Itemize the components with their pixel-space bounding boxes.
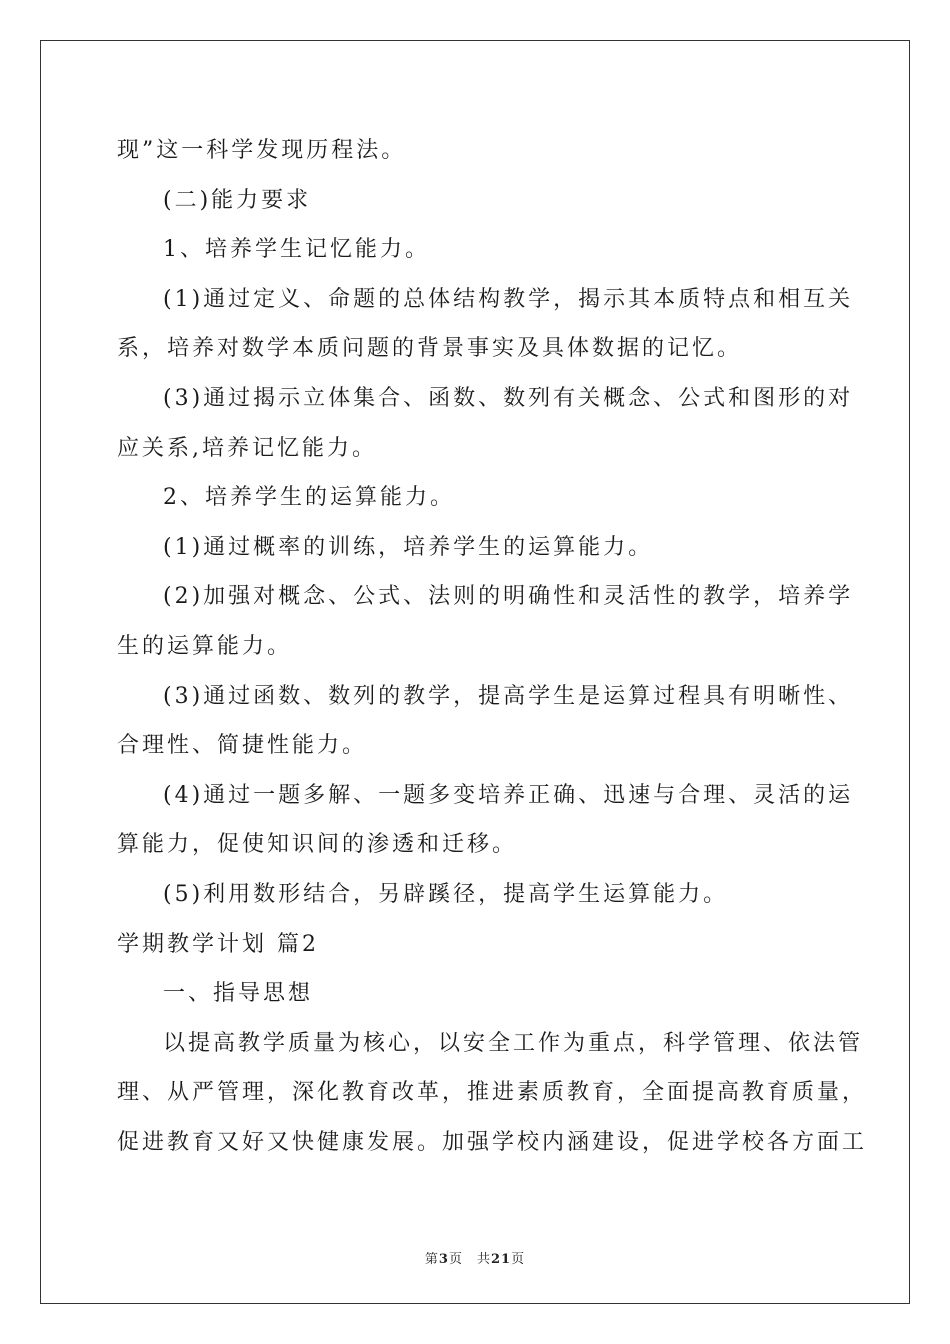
article-title: 学期教学计划 篇2 — [117, 931, 319, 957]
text-line: 生的运算能力。 — [117, 633, 293, 659]
total-prefix: 共 — [476, 1252, 491, 1267]
text-line: 促进教育又好又快健康发展。加强学校内涵建设，促进学校各方面工 — [117, 1129, 868, 1155]
text-line: 系，培养对数学本质问题的背景事实及具体数据的记忆。 — [117, 336, 743, 362]
section-heading: 一、指导思想 — [163, 981, 314, 1007]
text-line: 应关系,培养记忆能力。 — [117, 435, 377, 461]
subsection-heading: 1、培养学生记忆能力。 — [163, 237, 430, 263]
text-line: (4)通过一题多解、一题多变培养正确、迅速与合理、灵活的运 — [163, 782, 854, 808]
subsection-heading: 2、培养学生的运算能力。 — [163, 485, 455, 511]
document-body — [117, 126, 868, 1167]
section-heading: (二)能力要求 — [163, 187, 312, 213]
text-line: (3)通过揭示立体集合、函数、数列有关概念、公式和图形的对 — [163, 385, 854, 411]
page-prefix: 第 — [424, 1252, 439, 1267]
text-line: 合理性、简捷性能力。 — [117, 733, 368, 759]
total-pages: 21 — [490, 1252, 512, 1267]
text-line: (1)通过概率的训练，培养学生的运算能力。 — [163, 534, 654, 560]
text-line: 理、从严管理，深化教育改革，推进素质教育，全面提高教育质量， — [117, 1080, 868, 1106]
text-line: 算能力，促使知识间的渗透和迁移。 — [117, 832, 518, 858]
page-footer — [0, 1248, 950, 1267]
text-line: (3)通过函数、数列的教学，提高学生是运算过程具有明晰性、 — [163, 683, 854, 709]
total-suffix: 页 — [511, 1252, 526, 1267]
text-line: (2)加强对概念、公式、法则的明确性和灵活性的教学，培养学 — [163, 584, 854, 610]
page-suffix: 页 — [448, 1252, 463, 1267]
text-line: 以提高教学质量为核心，以安全工作为重点，科学管理、依法管 — [163, 1030, 864, 1056]
page-number: 3 — [438, 1252, 449, 1267]
text-line: 现”这一科学发现历程法。 — [117, 138, 407, 163]
text-line: (1)通过定义、命题的总体结构教学，揭示其本质特点和相互关 — [163, 286, 854, 312]
text-line: (5)利用数形结合，另辟蹊径，提高学生运算能力。 — [163, 881, 729, 907]
